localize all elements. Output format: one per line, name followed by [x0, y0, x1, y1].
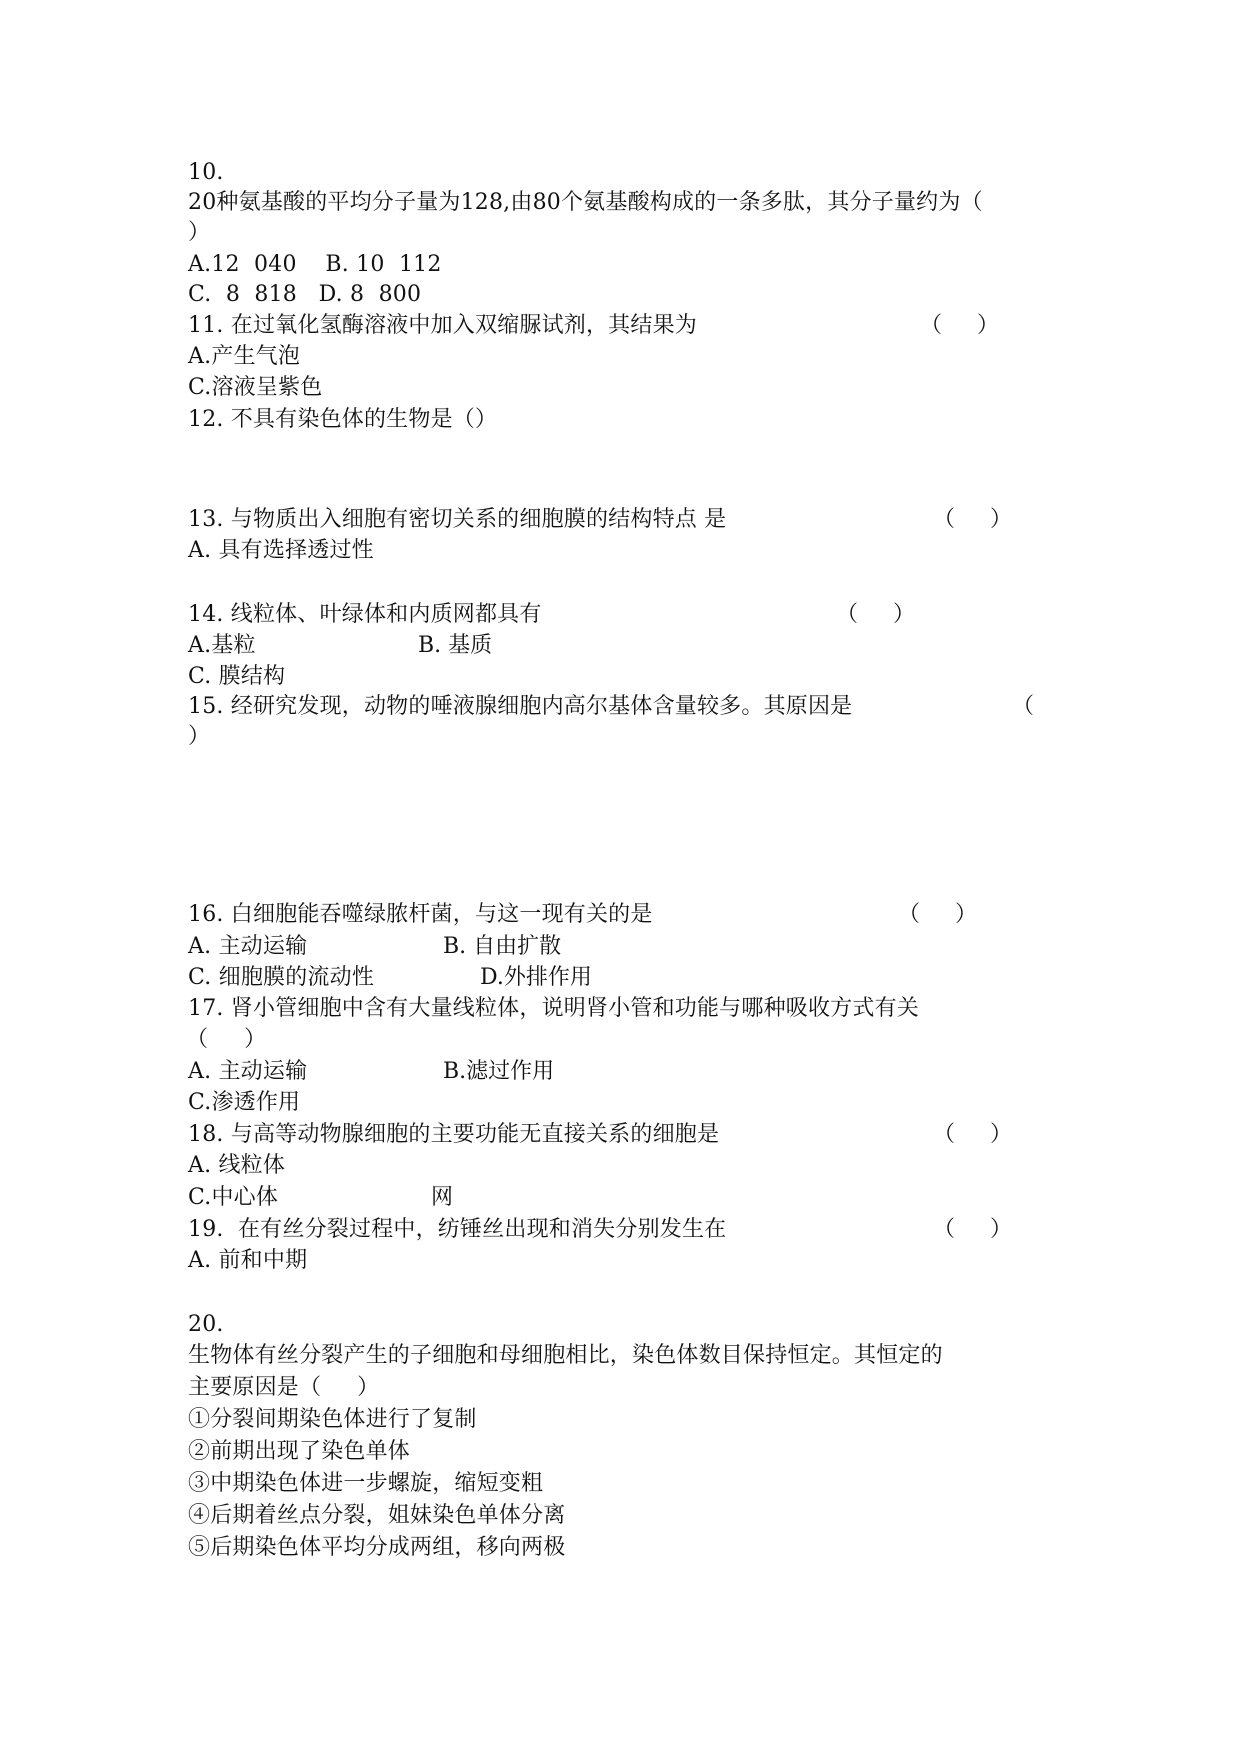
q10-options-line1: A.12 040 B. 10 112 [188, 252, 442, 277]
q14-stem: 14. 线粒体、叶绿体和内质网都具有 [188, 602, 542, 627]
q10-number: 10. [188, 160, 224, 185]
q18-option-c: C.中心体 [188, 1185, 279, 1210]
q17-option-a: A. 主动运输 [188, 1059, 308, 1084]
q14-option-c: C. 膜结构 [188, 664, 286, 689]
q16-option-b: B. 自由扩散 [443, 934, 562, 959]
q20-item-3: ③中期染色体进一步螺旋，缩短变粗 [188, 1471, 544, 1496]
q14-option-a: A.基粒 [188, 633, 256, 658]
q15-blank-close: ） [188, 724, 211, 749]
q16-option-d: D.外排作用 [480, 965, 592, 990]
q18-option-c-tail: 网 [431, 1185, 454, 1210]
q13-stem: 13. 与物质出入细胞有密切关系的细胞膜的结构特点 是 [188, 507, 727, 532]
q15-stem: 15. 经研究发现，动物的唾液腺细胞内高尔基体含量较多。其原因是 [188, 694, 853, 719]
q10-options-line2: C. 8 818 D. 8 800 [188, 282, 422, 307]
q20-item-2: ②前期出现了染色单体 [188, 1439, 411, 1464]
q16-option-c: C. 细胞膜的流动性 [188, 965, 375, 990]
q17-option-b: B.滤过作用 [443, 1059, 555, 1084]
q17-stem: 17. 肾小管细胞中含有大量线粒体，说明肾小管和功能与哪种吸收方式有关 [188, 996, 919, 1021]
q12-stem: 12. 不具有染色体的生物是（） [188, 407, 498, 432]
q20-number: 20. [188, 1312, 224, 1337]
q19-option-a: A. 前和中期 [188, 1248, 308, 1273]
q10-stem-end: ） [188, 220, 211, 245]
q16-stem: 16. 白细胞能吞噬绿脓杆菌，与这一现有关的是 [188, 902, 653, 927]
q16-answer-blank: （ ） [898, 902, 977, 927]
q11-option-c: C.溶液呈紫色 [188, 375, 323, 400]
q14-option-b: B. 基质 [418, 633, 493, 658]
q20-stem-line1: 生物体有丝分裂产生的子细胞和母细胞相比，染色体数目保持恒定。其恒定的 [188, 1343, 943, 1368]
q20-stem-line2: 主要原因是（ ） [188, 1375, 380, 1400]
q18-stem: 18. 与高等动物腺细胞的主要功能无直接关系的细胞是 [188, 1122, 720, 1147]
q13-answer-blank: （ ） [933, 507, 1012, 532]
q14-answer-blank: （ ） [836, 602, 915, 627]
q20-item-5: ⑤后期染色体平均分成两组，移向两极 [188, 1535, 566, 1560]
q17-answer-blank: （ ） [186, 1027, 267, 1052]
q16-option-a: A. 主动运输 [188, 934, 308, 959]
q18-option-a: A. 线粒体 [188, 1153, 286, 1178]
q19-answer-blank: （ ） [933, 1217, 1012, 1242]
q11-option-a: A.产生气泡 [188, 344, 301, 369]
q13-option-a: A. 具有选择透过性 [188, 538, 374, 563]
q20-item-1: ①分裂间期染色体进行了复制 [188, 1407, 477, 1432]
q17-option-c: C.渗透作用 [188, 1090, 301, 1115]
q15-blank-open: （ [1012, 694, 1035, 719]
q11-stem: 11. 在过氧化氢酶溶液中加入双缩脲试剂，其结果为 [188, 313, 697, 338]
q18-answer-blank: （ ） [933, 1122, 1012, 1147]
q11-answer-blank: （ ） [920, 313, 999, 338]
q10-stem: 20种氨基酸的平均分子量为128,由80个氨基酸构成的一条多肽，其分子量约为（ [188, 190, 983, 215]
q20-item-4: ④后期着丝点分裂，姐妹染色单体分离 [188, 1503, 566, 1528]
q19-stem: 19. 在有丝分裂过程中，纺锤丝出现和消失分别发生在 [188, 1217, 727, 1242]
